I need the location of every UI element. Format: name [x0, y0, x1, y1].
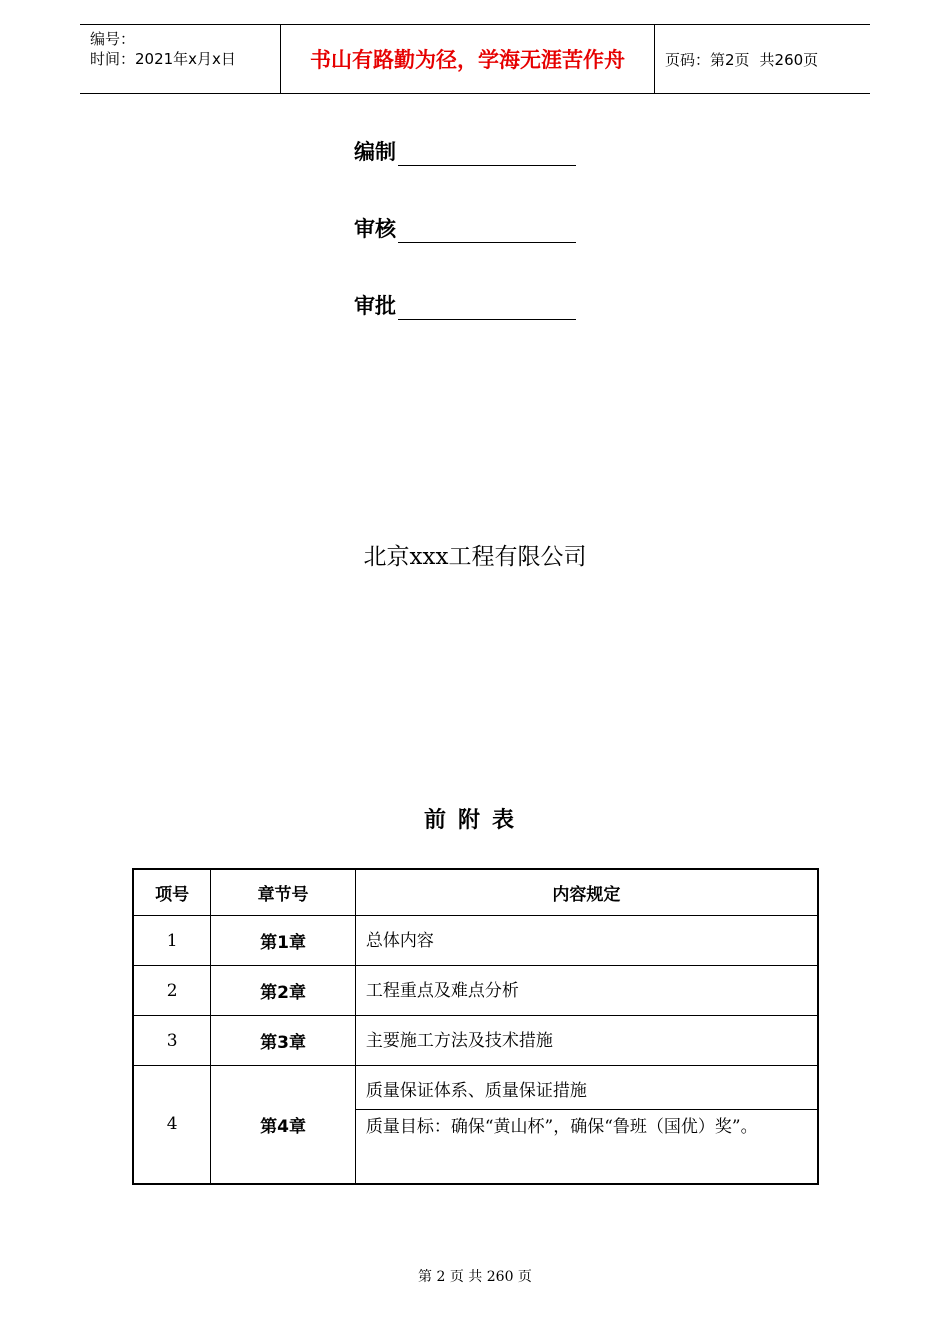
document-number-label: 编号： [90, 30, 136, 48]
row-content: 质量保证体系、质量保证措施 [355, 1066, 818, 1110]
header-page-total: 共260页 [759, 50, 819, 69]
row-chapter: 第3章 [211, 1016, 356, 1066]
row-no: 2 [133, 966, 211, 1016]
column-header-no: 项号 [133, 869, 211, 916]
row-chapter: 第2章 [211, 966, 356, 1016]
signature-blank[interactable] [398, 297, 576, 320]
signature-reviewed [354, 213, 576, 243]
header-page-number: 页码：第2页 [665, 50, 750, 69]
row-content: 总体内容 [355, 916, 818, 966]
table-row [133, 1066, 818, 1110]
row-content: 主要施工方法及技术措施 [355, 1016, 818, 1066]
signature-approved [354, 290, 576, 320]
row-no: 3 [133, 1016, 211, 1066]
table-row [133, 1016, 818, 1066]
row-no: 1 [133, 916, 211, 966]
signature-label: 审批 [354, 294, 396, 318]
page-header [80, 24, 870, 94]
table-title: 前附表 [423, 808, 526, 833]
table-row [133, 916, 818, 966]
row-content: 工程重点及难点分析 [355, 966, 818, 1016]
row-content-quality-goal: 质量目标：确保“黄山杯”，确保“鲁班（国优）奖”。 [355, 1110, 818, 1184]
signature-blank[interactable] [398, 143, 576, 166]
document-date: 时间：2021年x月x日 [90, 50, 236, 68]
header-page-info [655, 25, 870, 93]
table-row [133, 966, 818, 1016]
signature-blank[interactable] [398, 220, 576, 243]
signature-label: 编制 [354, 140, 396, 164]
appendix-table [132, 868, 819, 1185]
header-motto: 书山有路勤为径，学海无涯苦作舟 [281, 25, 655, 93]
company-name: 北京xxx工程有限公司 [363, 544, 587, 570]
row-chapter: 第4章 [211, 1066, 356, 1184]
row-no: 4 [133, 1066, 211, 1184]
signature-compiled [354, 136, 576, 166]
page-footer: 第 2 页 共 260 页 [418, 1269, 532, 1285]
header-meta [80, 25, 281, 93]
row-chapter: 第1章 [211, 916, 356, 966]
column-header-chapter: 章节号 [211, 869, 356, 916]
table-header-row [133, 869, 818, 916]
column-header-content: 内容规定 [355, 869, 818, 916]
signature-label: 审核 [354, 217, 396, 241]
